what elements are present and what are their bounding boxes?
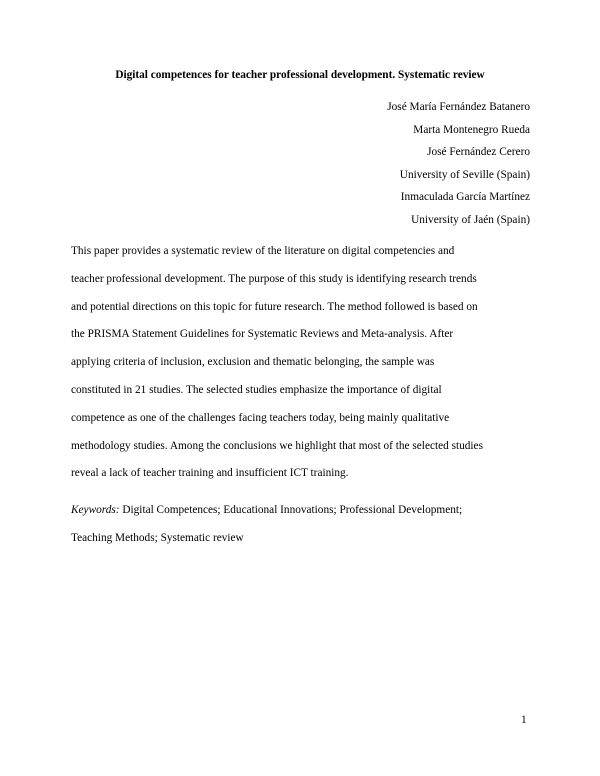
author-block bbox=[387, 96, 530, 232]
keywords-text: Digital Competences; Educational Innovations; Professional Development; bbox=[119, 504, 463, 516]
affiliation-line: University of Jaén (Spain) bbox=[411, 213, 530, 226]
author-line: José María Fernández Batanero bbox=[387, 101, 530, 113]
abstract-line: applying criteria of inclusion, exclusion and thematic belonging, the sample was bbox=[71, 356, 435, 369]
abstract-line: constituted in 21 studies. The selected studies emphasize the importance of digital bbox=[71, 383, 442, 396]
abstract-line: the PRISMA Statement Guidelines for Systematic Reviews and Meta-analysis. After bbox=[71, 328, 454, 341]
abstract-line: teacher professional development. The purpose of this study is identifying research trends bbox=[71, 272, 477, 285]
page-number: 1 bbox=[521, 714, 527, 726]
keywords-section bbox=[71, 497, 531, 553]
abstract-line: competence as one of the challenges facing teachers today, being mainly qualitative bbox=[71, 411, 450, 424]
keywords-line: Teaching Methods; Systematic review bbox=[71, 531, 244, 544]
author-line: Inmaculada García Martínez bbox=[400, 191, 530, 204]
author-line: José Fernández Cerero bbox=[427, 146, 530, 159]
paper-title: Digital competences for teacher professional development. Systematic review bbox=[115, 69, 485, 81]
keywords-label: Keywords: bbox=[71, 504, 120, 516]
abstract-line: This paper provides a systematic review of the literature on digital competencies and bbox=[71, 245, 455, 257]
abstract-line: reveal a lack of teacher training and insufficient ICT training. bbox=[71, 467, 349, 480]
affiliation-line: University of Seville (Spain) bbox=[399, 168, 530, 181]
keywords-line bbox=[71, 497, 531, 525]
abstract bbox=[71, 238, 531, 488]
author-line: Marta Montenegro Rueda bbox=[413, 123, 530, 136]
abstract-line: and potential directions on this topic for future research. The method followed is based on bbox=[71, 300, 478, 313]
abstract-line: methodology studies. Among the conclusions we highlight that most of the selected studies bbox=[71, 439, 483, 452]
